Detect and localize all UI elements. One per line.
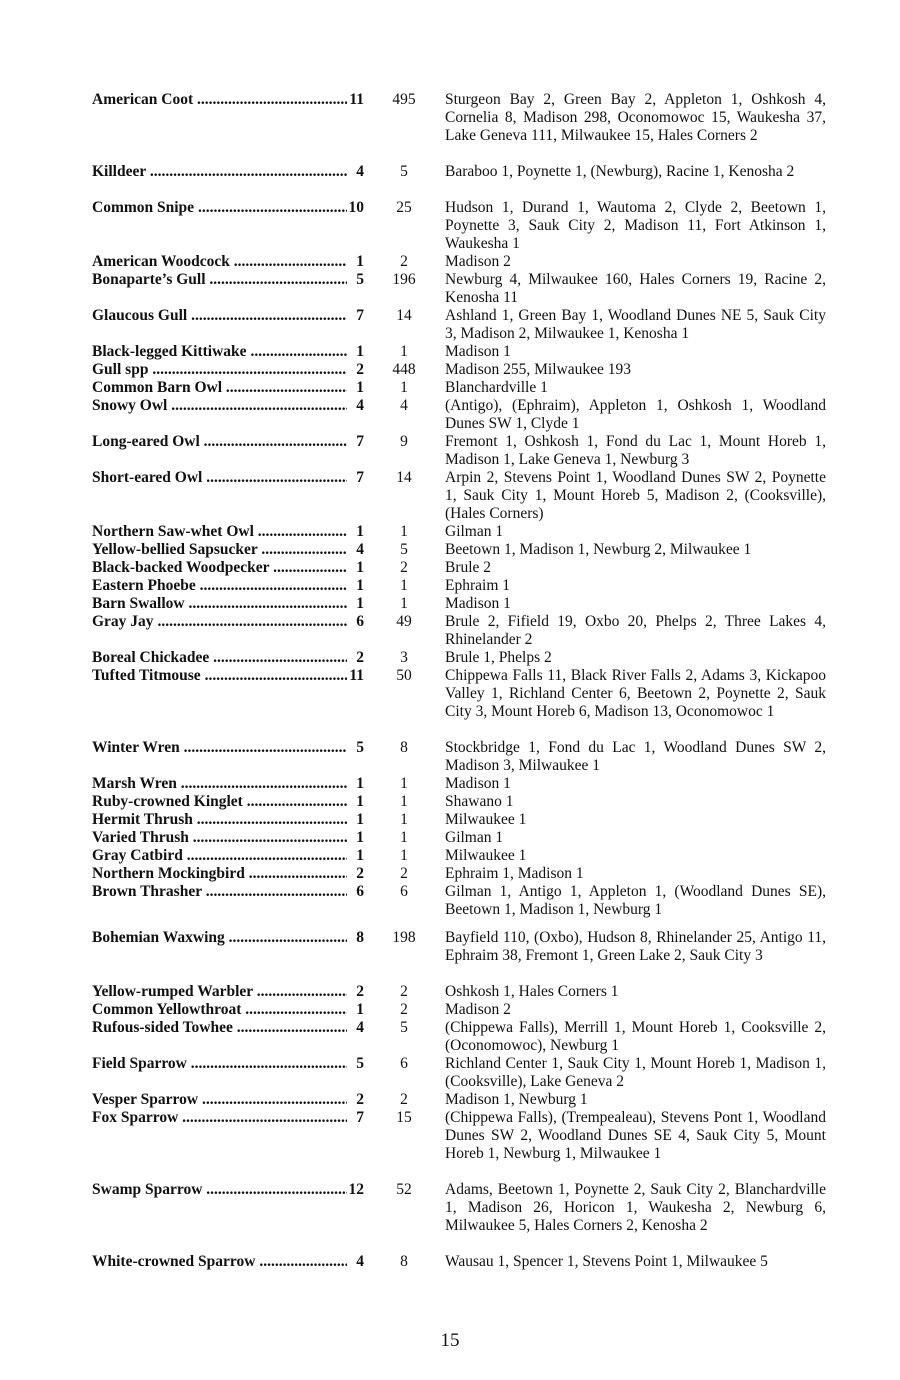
- count-number: 7: [356, 433, 364, 450]
- species-name-cell: [92, 307, 364, 325]
- species-name: Swamp Sparrow .....: [92, 1181, 347, 1198]
- total-individuals: 1: [400, 775, 408, 792]
- total-individuals: 1: [400, 829, 408, 846]
- species-name: Vesper Sparrow .....: [92, 1091, 347, 1108]
- total-individuals: 196: [392, 271, 416, 288]
- species-name-cell: [92, 739, 364, 757]
- species-name-cell: [92, 649, 364, 667]
- count-number: 5: [356, 739, 364, 756]
- species-name-cell: [92, 929, 364, 947]
- location-list: Madison 1: [445, 595, 511, 612]
- species-name: Northern Saw-whet Owl .....: [92, 523, 347, 540]
- location-list: Milwaukee 1: [445, 811, 527, 828]
- species-name: Long-eared Owl .....: [92, 433, 347, 450]
- location-list: Richland Center 1, Sauk City 1, Mount Horeb 1, Madison 1, (Cooksville), Lake Geneva 2: [445, 1055, 826, 1090]
- location-list: Adams, Beetown 1, Poynette 2, Sauk City 2, Blanchardville 1, Madison 26, Horicon 1, Waukesha 2, Newburg 6, Milwaukee 5, Hales Corners 2, Kenosha 2: [445, 1181, 826, 1234]
- species-name-cell: [92, 829, 364, 847]
- location-list: Blanchardville 1: [445, 379, 548, 396]
- count-number: 10: [348, 199, 364, 216]
- species-name: Common Yellowthroat .....: [92, 1001, 347, 1018]
- location-list: Gilman 1: [445, 523, 504, 540]
- location-list: Stockbridge 1, Fond du Lac 1, Woodland Dunes SW 2, Madison 3, Milwaukee 1: [445, 739, 826, 774]
- species-name: Common Barn Owl .....: [92, 379, 347, 396]
- count-number: 1: [356, 379, 364, 396]
- species-name: Snowy Owl .....: [92, 397, 347, 414]
- total-individuals: 1: [400, 343, 408, 360]
- species-name: Glaucous Gull .....: [92, 307, 347, 324]
- species-name-cell: [92, 595, 364, 613]
- species-name: Boreal Chickadee .....: [92, 649, 347, 666]
- species-name-cell: [92, 469, 364, 487]
- total-individuals: 2: [400, 1001, 408, 1018]
- location-list: Newburg 4, Milwaukee 160, Hales Corners 19, Racine 2, Kenosha 11: [445, 271, 826, 306]
- species-name-cell: [92, 667, 364, 685]
- species-name: American Woodcock .....: [92, 253, 347, 270]
- count-number: 1: [356, 793, 364, 810]
- location-list: Beetown 1, Madison 1, Newburg 2, Milwaukee 1: [445, 541, 752, 558]
- total-individuals: 2: [400, 559, 408, 576]
- count-number: 1: [356, 577, 364, 594]
- species-name: Hermit Thrush .....: [92, 811, 347, 828]
- total-individuals: 15: [396, 1109, 412, 1126]
- count-number: 5: [356, 271, 364, 288]
- species-name: Gray Catbird .....: [92, 847, 347, 864]
- count-number: 1: [356, 253, 364, 270]
- species-name-cell: [92, 91, 364, 109]
- location-list: (Chippewa Falls), (Trempealeau), Stevens Pont 1, Woodland Dunes SW 2, Woodland Dunes SE 4, Sauk City 5, Mount Horeb 1, Newburg 1, Milwaukee 1: [445, 1109, 826, 1162]
- count-number: 2: [356, 865, 364, 882]
- species-name-cell: [92, 541, 364, 559]
- species-name: Fox Sparrow .....: [92, 1109, 347, 1126]
- location-list: Madison 1: [445, 775, 511, 792]
- species-name-cell: [92, 271, 364, 289]
- species-name-cell: [92, 1055, 364, 1073]
- location-list: (Antigo), (Ephraim), Appleton 1, Oshkosh 1, Woodland Dunes SW 1, Clyde 1: [445, 397, 826, 432]
- location-list: Shawano 1: [445, 793, 514, 810]
- species-name-cell: [92, 559, 364, 577]
- location-list: Madison 1, Newburg 1: [445, 1091, 588, 1108]
- species-name: Black-backed Woodpecker .....: [92, 559, 347, 576]
- total-individuals: 9: [400, 433, 408, 450]
- count-number: 8: [356, 929, 364, 946]
- location-list: Oshkosh 1, Hales Corners 1: [445, 983, 619, 1000]
- species-name: Varied Thrush .....: [92, 829, 347, 846]
- total-individuals: 52: [396, 1181, 412, 1198]
- location-list: Brule 2, Fifield 19, Oxbo 20, Phelps 2, Three Lakes 4, Rhinelander 2: [445, 613, 826, 648]
- species-name: Common Snipe .....: [92, 199, 347, 216]
- species-name-cell: [92, 379, 364, 397]
- count-number: 1: [356, 343, 364, 360]
- total-individuals: 5: [400, 163, 408, 180]
- species-name: Short-eared Owl .....: [92, 469, 347, 486]
- count-number: 12: [348, 1181, 364, 1198]
- species-name-cell: [92, 253, 364, 271]
- species-name: Northern Mockingbird .....: [92, 865, 347, 882]
- total-individuals: 50: [396, 667, 412, 684]
- location-list: Wausau 1, Spencer 1, Stevens Point 1, Milwaukee 5: [445, 1253, 768, 1270]
- species-name-cell: [92, 343, 364, 361]
- species-name-cell: [92, 1109, 364, 1127]
- total-individuals: 5: [400, 541, 408, 558]
- count-number: 2: [356, 649, 364, 666]
- total-individuals: 1: [400, 847, 408, 864]
- location-list: Fremont 1, Oshkosh 1, Fond du Lac 1, Mount Horeb 1, Madison 1, Lake Geneva 1, Newburg 3: [445, 433, 826, 468]
- count-number: 7: [356, 307, 364, 324]
- total-individuals: 6: [400, 883, 408, 900]
- count-number: 7: [356, 469, 364, 486]
- count-number: 4: [356, 397, 364, 414]
- total-individuals: 1: [400, 577, 408, 594]
- count-number: 5: [356, 1055, 364, 1072]
- count-number: 1: [356, 811, 364, 828]
- species-name: Rufous-sided Towhee .....: [92, 1019, 347, 1036]
- count-number: 4: [356, 1019, 364, 1036]
- location-list: Madison 1: [445, 343, 511, 360]
- species-name-cell: [92, 523, 364, 541]
- location-list: Milwaukee 1: [445, 847, 527, 864]
- total-individuals: 49: [396, 613, 412, 630]
- location-list: Bayfield 110, (Oxbo), Hudson 8, Rhinelander 25, Antigo 11, Ephraim 38, Fremont 1, Green Lake 2, Sauk City 3: [445, 929, 826, 964]
- location-list: Sturgeon Bay 2, Green Bay 2, Appleton 1, Oshkosh 4, Cornelia 8, Madison 298, Oconomowoc 15, Waukesha 37, Lake Geneva 111, Milwaukee 15, Hales Corners 2: [445, 91, 826, 144]
- species-name-cell: [92, 1091, 364, 1109]
- total-individuals: 8: [400, 739, 408, 756]
- count-number: 4: [356, 541, 364, 558]
- species-name-cell: [92, 199, 364, 217]
- species-name-cell: [92, 793, 364, 811]
- species-name: Winter Wren .....: [92, 739, 347, 756]
- total-individuals: 25: [396, 199, 412, 216]
- total-individuals: 1: [400, 811, 408, 828]
- total-individuals: 1: [400, 595, 408, 612]
- species-name-cell: [92, 1001, 364, 1019]
- count-number: 6: [356, 613, 364, 630]
- count-number: 11: [349, 667, 364, 684]
- total-individuals: 14: [396, 469, 412, 486]
- species-name: Brown Thrasher .....: [92, 883, 347, 900]
- location-list: Baraboo 1, Poynette 1, (Newburg), Racine 1, Kenosha 2: [445, 163, 795, 180]
- location-list: Madison 2: [445, 253, 511, 270]
- species-name: Bonaparte’s Gull .....: [92, 271, 347, 288]
- count-number: 1: [356, 1001, 364, 1018]
- count-number: 4: [356, 163, 364, 180]
- species-name: Marsh Wren .....: [92, 775, 347, 792]
- total-individuals: 2: [400, 983, 408, 1000]
- total-individuals: 4: [400, 397, 408, 414]
- species-name: Killdeer .....: [92, 163, 347, 180]
- species-name-cell: [92, 865, 364, 883]
- total-individuals: 6: [400, 1055, 408, 1072]
- location-list: Brule 1, Phelps 2: [445, 649, 552, 666]
- species-name-cell: [92, 1019, 364, 1037]
- species-name: Tufted Titmouse .....: [92, 667, 347, 684]
- location-list: Arpin 2, Stevens Point 1, Woodland Dunes SW 2, Poynette 1, Sauk City 1, Mount Horeb 5, Madison 2, (Cooksville), (Hales Corners): [445, 469, 826, 522]
- species-name-cell: [92, 361, 364, 379]
- species-name-cell: [92, 577, 364, 595]
- location-list: (Chippewa Falls), Merrill 1, Mount Horeb 1, Cooksville 2, (Oconomowoc), Newburg 1: [445, 1019, 826, 1054]
- count-number: 6: [356, 883, 364, 900]
- species-name-cell: [92, 847, 364, 865]
- count-number: 1: [356, 775, 364, 792]
- page-number: 15: [440, 1330, 460, 1351]
- species-name: Yellow-rumped Warbler .....: [92, 983, 347, 1000]
- total-individuals: 5: [400, 1019, 408, 1036]
- species-name-cell: [92, 983, 364, 1001]
- species-name: Gray Jay .....: [92, 613, 347, 630]
- count-number: 1: [356, 847, 364, 864]
- species-name: Barn Swallow .....: [92, 595, 347, 612]
- total-individuals: 2: [400, 1091, 408, 1108]
- species-name-cell: [92, 1181, 364, 1199]
- species-name: Ruby-crowned Kinglet .....: [92, 793, 347, 810]
- species-name: Field Sparrow .....: [92, 1055, 347, 1072]
- total-individuals: 1: [400, 793, 408, 810]
- count-number: 2: [356, 983, 364, 1000]
- location-list: Chippewa Falls 11, Black River Falls 2, Adams 3, Kickapoo Valley 1, Richland Center 6, Beetown 2, Poynette 2, Sauk City 3, Mount Horeb 6, Madison 13, Oconomowoc 1: [445, 667, 826, 720]
- species-name-cell: [92, 433, 364, 451]
- total-individuals: 198: [392, 929, 416, 946]
- species-name-cell: [92, 613, 364, 631]
- total-individuals: 495: [392, 91, 416, 108]
- count-number: 2: [356, 361, 364, 378]
- location-list: Madison 255, Milwaukee 193: [445, 361, 631, 378]
- location-list: Gilman 1, Antigo 1, Appleton 1, (Woodland Dunes SE), Beetown 1, Madison 1, Newburg 1: [445, 883, 826, 918]
- count-number: 2: [356, 1091, 364, 1108]
- location-list: Gilman 1: [445, 829, 504, 846]
- count-number: 11: [349, 91, 364, 108]
- count-number: 1: [356, 829, 364, 846]
- total-individuals: 2: [400, 253, 408, 270]
- location-list: Hudson 1, Durand 1, Wautoma 2, Clyde 2, Beetown 1, Poynette 3, Sauk City 2, Madison 11, Fort Atkinson 1, Waukesha 1: [445, 199, 826, 252]
- species-name: Bohemian Waxwing .....: [92, 929, 347, 946]
- total-individuals: 8: [400, 1253, 408, 1270]
- species-name: Eastern Phoebe .....: [92, 577, 347, 594]
- species-name: American Coot .....: [92, 91, 347, 108]
- total-individuals: 2: [400, 865, 408, 882]
- location-list: Ashland 1, Green Bay 1, Woodland Dunes NE 5, Sauk City 3, Madison 2, Milwaukee 1, Kenosha 1: [445, 307, 826, 342]
- species-name-cell: [92, 811, 364, 829]
- location-list: Madison 2: [445, 1001, 511, 1018]
- count-number: 1: [356, 559, 364, 576]
- species-name-cell: [92, 775, 364, 793]
- species-name: Black-legged Kittiwake .....: [92, 343, 347, 360]
- count-number: 1: [356, 523, 364, 540]
- species-name: Yellow-bellied Sapsucker .....: [92, 541, 347, 558]
- species-name-cell: [92, 883, 364, 901]
- location-list: Ephraim 1, Madison 1: [445, 865, 584, 882]
- location-list: Brule 2: [445, 559, 492, 576]
- count-number: 4: [356, 1253, 364, 1270]
- total-individuals: 14: [396, 307, 412, 324]
- species-name-cell: [92, 397, 364, 415]
- total-individuals: 1: [400, 523, 408, 540]
- species-name-cell: [92, 1253, 364, 1271]
- location-list: Ephraim 1: [445, 577, 510, 594]
- species-name-cell: [92, 163, 364, 181]
- total-individuals: 3: [400, 649, 408, 666]
- count-number: 1: [356, 595, 364, 612]
- total-individuals: 448: [392, 361, 416, 378]
- count-number: 7: [356, 1109, 364, 1126]
- species-name: Gull spp .....: [92, 361, 347, 378]
- species-name: White-crowned Sparrow .....: [92, 1253, 347, 1270]
- total-individuals: 1: [400, 379, 408, 396]
